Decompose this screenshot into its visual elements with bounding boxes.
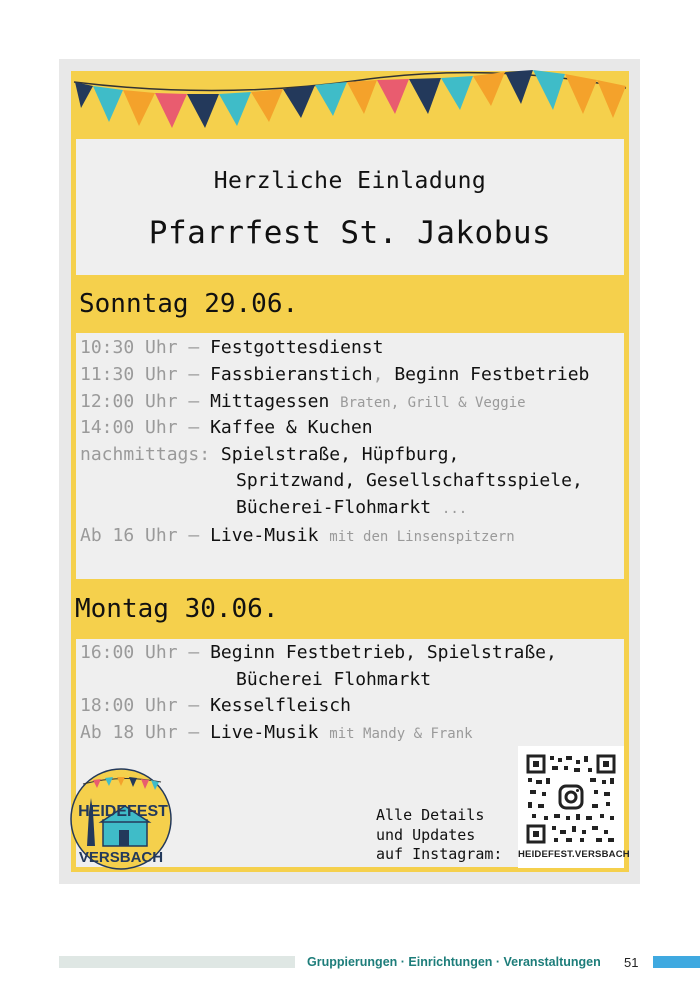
schedule-activity: Spielstraße, Hüpfburg, bbox=[220, 444, 460, 465]
schedule-note: ... bbox=[441, 501, 468, 517]
schedule-row bbox=[80, 336, 383, 360]
schedule-note: mit Mandy & Frank bbox=[329, 726, 473, 742]
schedule-separator: – bbox=[188, 417, 200, 438]
schedule-time: 10:30 Uhr bbox=[80, 337, 178, 358]
bunting-flag bbox=[251, 89, 283, 122]
schedule-row bbox=[80, 443, 459, 467]
bunting-flag bbox=[187, 94, 219, 128]
bunting-flag bbox=[533, 70, 565, 110]
schedule-activity: Festgottesdienst bbox=[210, 337, 384, 358]
schedule-activity: Fassbieranstich bbox=[210, 364, 373, 385]
sunday-heading: Sonntag 29.06. bbox=[71, 278, 629, 330]
schedule-row bbox=[80, 721, 473, 746]
sunday-schedule bbox=[76, 333, 624, 579]
schedule-row bbox=[80, 363, 589, 387]
invitation-subtitle: Herzliche Einladung bbox=[213, 168, 487, 194]
footer-bar-right bbox=[653, 956, 700, 968]
title-panel bbox=[76, 139, 624, 275]
schedule-activity-line2: Spritzwand, Gesellschaftsspiele, bbox=[236, 470, 583, 491]
schedule-separator: – bbox=[188, 364, 200, 385]
schedule-row bbox=[80, 416, 373, 440]
page-number: 51 bbox=[624, 955, 639, 970]
footer-section-title: Gruppierungen · Einrichtungen · Veranstaltungen bbox=[307, 955, 601, 969]
schedule-activity: Mittagessen bbox=[210, 391, 330, 412]
schedule-row bbox=[80, 390, 526, 415]
schedule-separator: – bbox=[188, 642, 200, 663]
schedule-separator: – bbox=[188, 391, 200, 412]
bunting-flag bbox=[565, 74, 597, 114]
schedule-time: nachmittags: bbox=[80, 444, 211, 465]
schedule-time: 12:00 Uhr bbox=[80, 391, 178, 412]
instagram-line2: und Updates bbox=[376, 825, 476, 844]
schedule-row bbox=[80, 524, 515, 549]
bunting-flag bbox=[505, 70, 533, 104]
schedule-separator: – bbox=[188, 525, 200, 546]
schedule-activity: Kesselfleisch bbox=[210, 695, 351, 716]
bunting-flag bbox=[441, 76, 473, 110]
bunting-garland bbox=[71, 66, 629, 136]
bunting-flag bbox=[473, 72, 505, 106]
bunting-flag bbox=[409, 78, 441, 114]
bunting-flag bbox=[75, 82, 93, 108]
bunting-flag bbox=[283, 85, 315, 118]
instagram-line3: auf Instagram: bbox=[376, 845, 503, 863]
schedule-time: 18:00 Uhr bbox=[80, 695, 178, 716]
schedule-activity: Beginn Festbetrieb, Spielstraße, bbox=[210, 642, 557, 663]
event-title: Pfarrfest St. Jakobus bbox=[148, 215, 552, 251]
schedule-time: Ab 18 Uhr bbox=[80, 722, 178, 743]
footer-bar-left bbox=[59, 956, 295, 968]
schedule-time: 11:30 Uhr bbox=[80, 364, 178, 385]
bunting-flag bbox=[219, 92, 251, 126]
schedule-separator: – bbox=[188, 337, 200, 358]
schedule-row-continued bbox=[236, 469, 583, 493]
instagram-line1: Alle Details bbox=[376, 806, 485, 824]
schedule-activity: Kaffee & Kuchen bbox=[210, 417, 373, 438]
bunting-flag bbox=[155, 93, 187, 128]
bunting-flag bbox=[315, 82, 347, 116]
schedule-activity: Live-Musik bbox=[210, 525, 319, 546]
schedule-time: Ab 16 Uhr bbox=[80, 525, 178, 546]
bunting-flag bbox=[93, 86, 123, 122]
schedule-note: Braten, Grill & Veggie bbox=[340, 395, 526, 411]
bunting-flag bbox=[597, 80, 626, 118]
schedule-separator: – bbox=[188, 722, 200, 743]
qr-code-icon bbox=[518, 746, 624, 850]
heidefest-logo bbox=[63, 768, 179, 870]
instagram-handle: HEIDEFEST.VERSBACH bbox=[518, 849, 630, 860]
bunting-flag bbox=[123, 90, 155, 126]
schedule-separator: – bbox=[188, 695, 200, 716]
logo-line1: HEIDEFEST bbox=[78, 803, 168, 820]
schedule-activity-line3: Bücherei-Flohmarkt bbox=[236, 497, 432, 518]
instagram-qr-code[interactable] bbox=[518, 746, 630, 868]
monday-heading: Montag 30.06. bbox=[71, 583, 629, 635]
schedule-time: 16:00 Uhr bbox=[80, 642, 178, 663]
schedule-time: 14:00 Uhr bbox=[80, 417, 178, 438]
bunting-flag bbox=[347, 80, 377, 114]
schedule-note: mit den Linsenspitzern bbox=[329, 529, 515, 545]
logo-line2: VERSBACH bbox=[78, 849, 164, 866]
schedule-comma: , bbox=[372, 364, 384, 385]
schedule-row-continued bbox=[236, 668, 431, 692]
bunting-flag bbox=[377, 79, 409, 114]
instagram-info bbox=[376, 806, 502, 865]
schedule-row bbox=[80, 641, 557, 665]
schedule-activity-2: Beginn Festbetrieb bbox=[394, 364, 590, 385]
schedule-row-continued bbox=[236, 496, 467, 521]
schedule-row bbox=[80, 694, 351, 718]
schedule-activity-line2: Bücherei Flohmarkt bbox=[236, 669, 432, 690]
schedule-activity: Live-Musik bbox=[210, 722, 319, 743]
